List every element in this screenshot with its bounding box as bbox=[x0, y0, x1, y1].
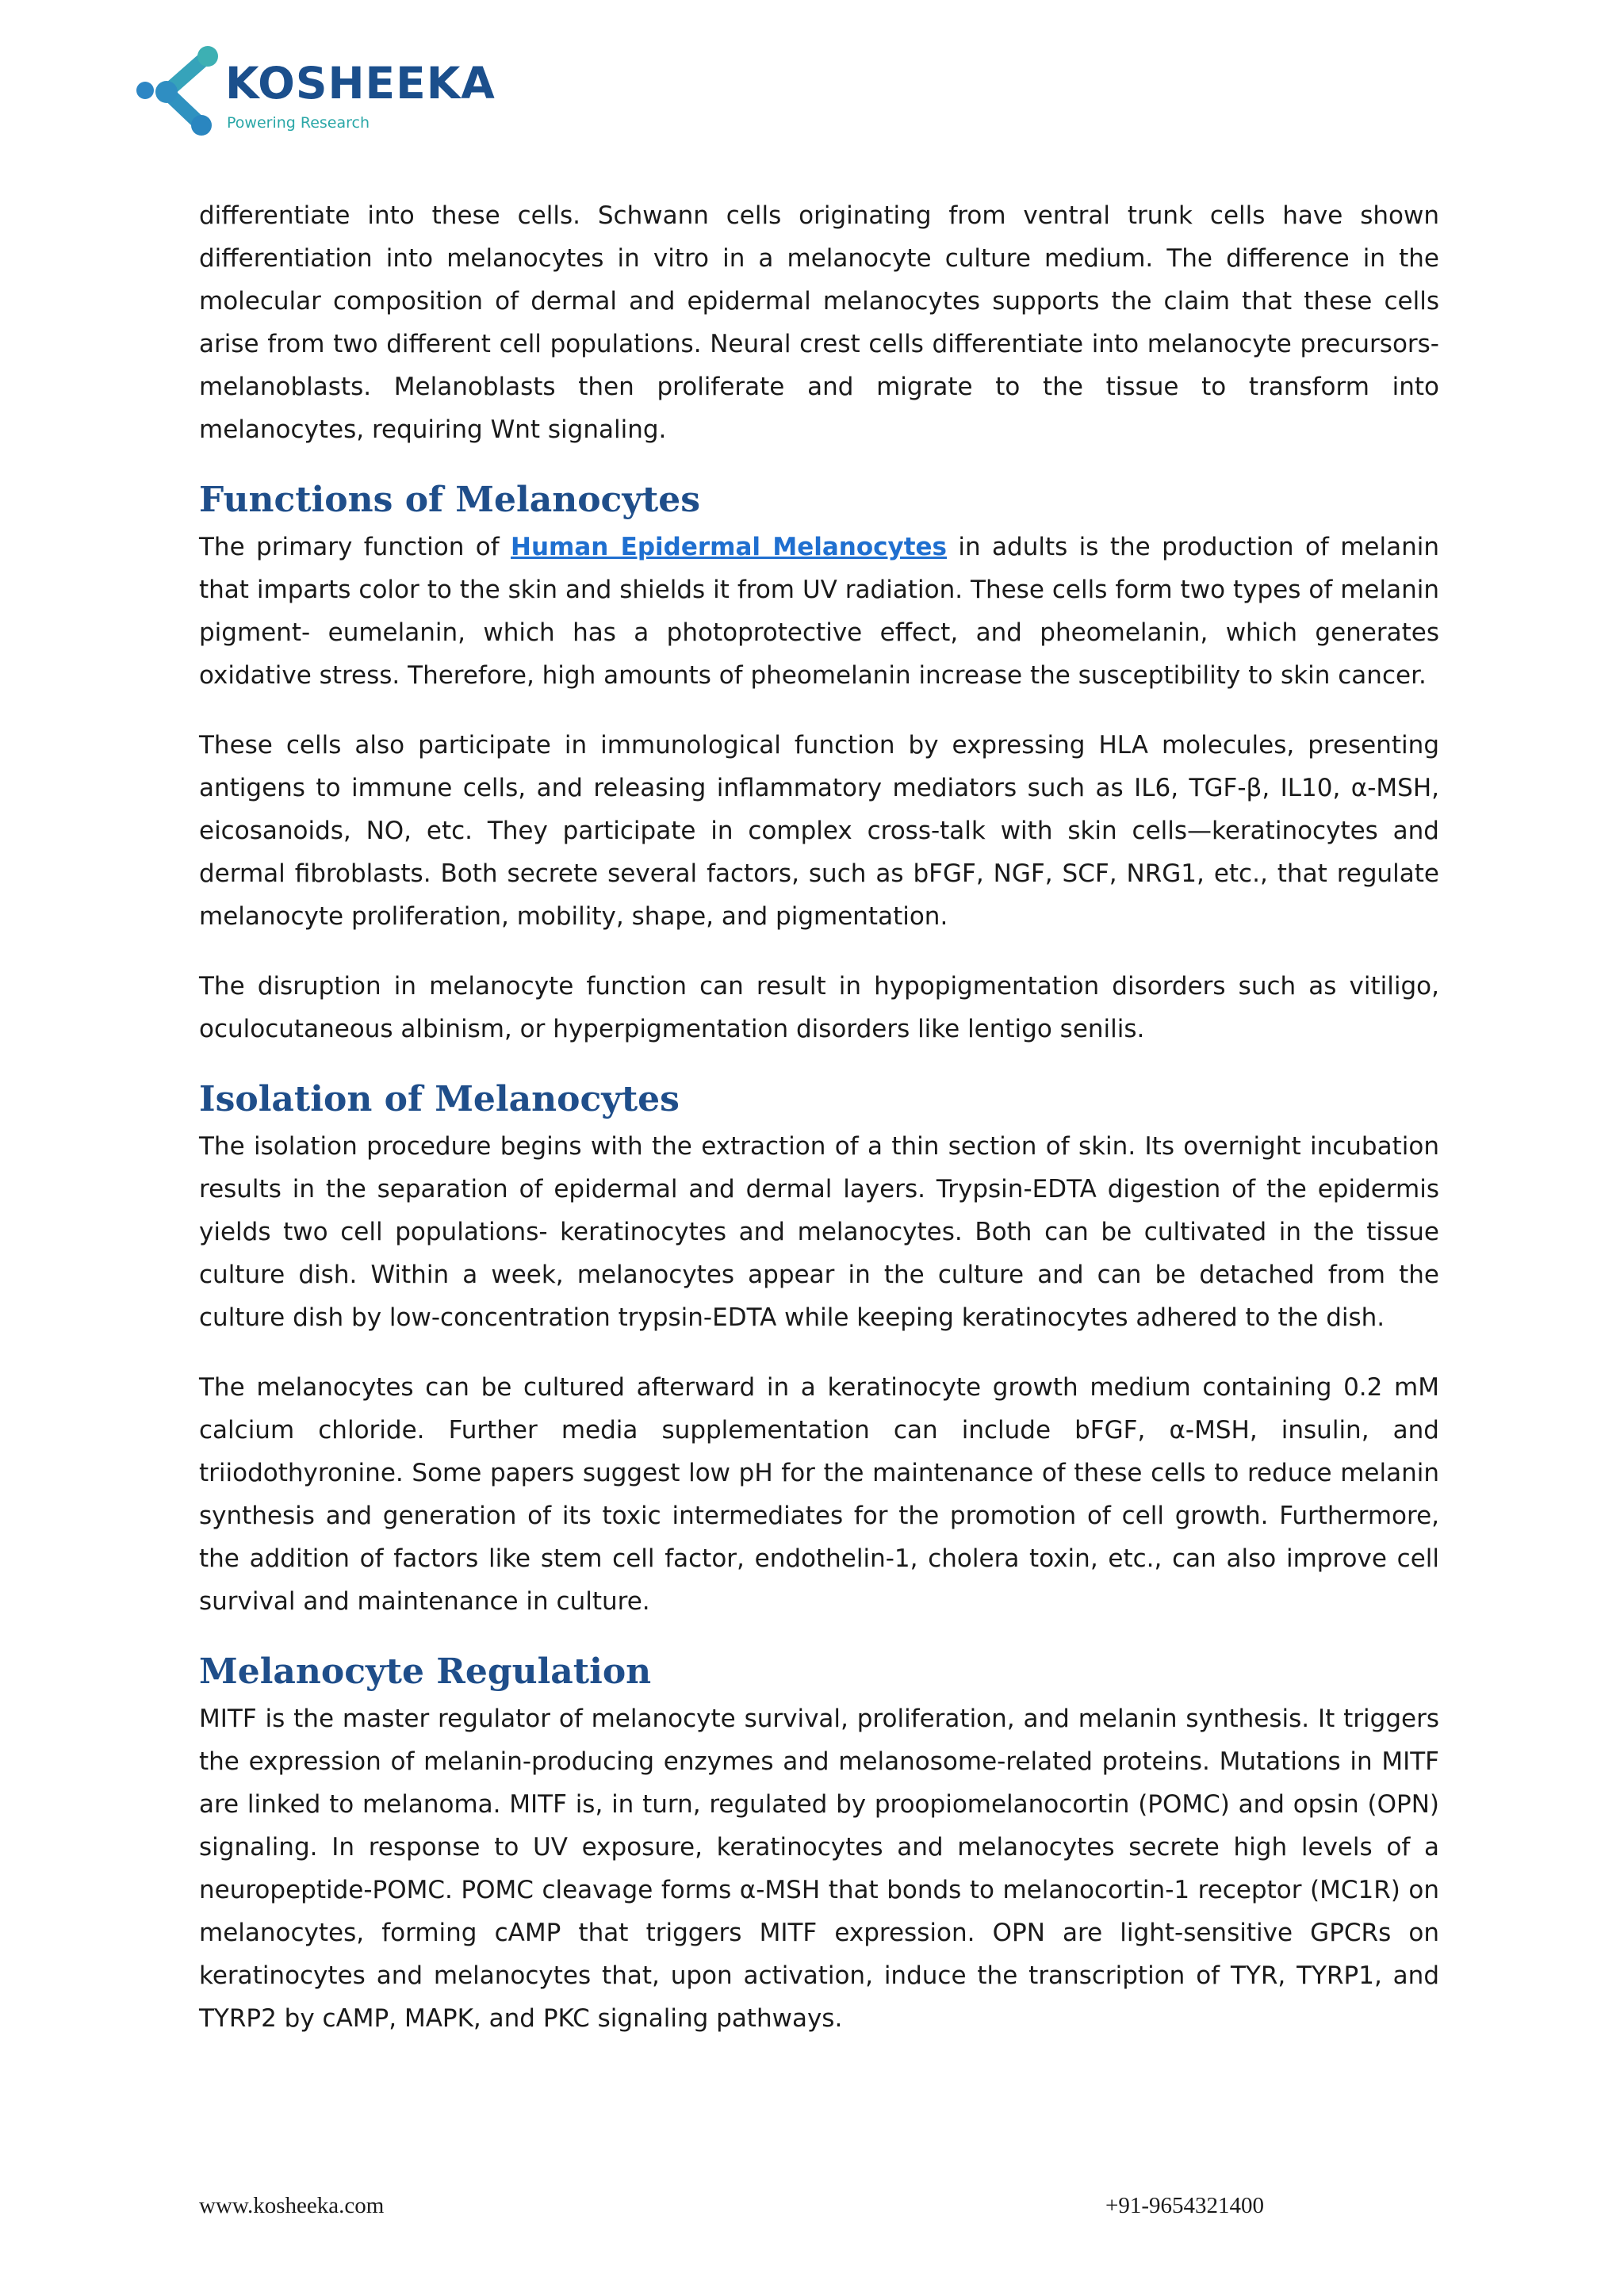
isolation-paragraph-1: The isolation procedure begins with the extraction of a thin section of skin. Its overnight incubation results in the separation of epidermal and dermal layers. Trypsin-EDTA digestion of the epidermis yields two cell populations- keratinocytes and melanocytes. Both can be cultivated in the tissue culture dish. Within a week, melanocytes appear in the culture and can be detached from the culture dish by low-concentration trypsin-EDTA while keeping keratinocytes adhered to the dish. bbox=[199, 1132, 1439, 1332]
brand-name: KOSHEEKA bbox=[225, 58, 496, 109]
human-epidermal-melanocytes-link[interactable]: Human Epidermal Melanocytes bbox=[511, 533, 948, 561]
brand-tagline: Powering Research bbox=[227, 114, 370, 132]
logo-mark-icon bbox=[132, 44, 227, 143]
footer-website-link[interactable]: www.kosheeka.com bbox=[199, 2193, 385, 2218]
brand-logo[interactable] bbox=[132, 44, 512, 143]
footer-phone: +91-9654321400 bbox=[1105, 2193, 1265, 2218]
article-body bbox=[199, 194, 1439, 2067]
functions-paragraph-2: These cells also participate in immunological function by expressing HLA molecules, presenting antigens to immune cells, and releasing inflammatory mediators such as IL6, TGF-β, IL10, α-MSH, eicosanoids, NO, etc. They participate in complex cross-talk with skin cells—keratinocytes and dermal fibroblasts. Both secrete several factors, such as bFGF, NGF, SCF, NRG1, etc., that regulate melanocyte proliferation, mobility, shape, and pigmentation. bbox=[199, 731, 1439, 931]
section-heading-functions: Functions of Melanocytes bbox=[199, 480, 701, 520]
functions-paragraph-3: The disruption in melanocyte function can result in hypopigmentation disorders such as vitiligo, oculocutaneous albinism, or hyperpigmentation disorders like lentigo senilis. bbox=[199, 972, 1439, 1043]
functions-paragraph-1 bbox=[199, 526, 1439, 697]
isolation-paragraph-2: The melanocytes can be cultured afterward in a keratinocyte growth medium containing 0.2 mM calcium chloride. Further media supplementation can include bFGF, α-MSH, insulin, and triiodothyronine. Some papers suggest low pH for the maintenance of these cells to reduce melanin synthesis and generation of its toxic intermediates for the promotion of cell growth. Furthermore, the addition of factors like stem cell factor, endothelin-1, cholera toxin, etc., can also improve cell survival and maintenance in culture. bbox=[199, 1373, 1439, 1616]
regulation-paragraph-1: MITF is the master regulator of melanocyte survival, proliferation, and melanin synthesis. It triggers the expression of melanin-producing enzymes and melanosome-related proteins. Mutations in MITF are linked to melanoma. MITF is, in turn, regulated by proopiomelanocortin (POMC) and opsin (OPN) signaling. In response to UV exposure, keratinocytes and melanocytes secrete high levels of a neuropeptide-POMC. POMC cleavage forms α-MSH that bonds to melanocortin-1 receptor (MC1R) on melanocytes, forming cAMP that triggers MITF expression. OPN are light-sensitive GPCRs on keratinocytes and melanocytes that, upon activation, induce the transcription of TYR, TYRP1, and TYRP2 by cAMP, MAPK, and PKC signaling pathways. bbox=[199, 1705, 1439, 2033]
intro-paragraph: differentiate into these cells. Schwann cells originating from ventral trunk cells have shown differentiation into melanocytes in vitro in a melanocyte culture medium. The difference in the molecular composition of dermal and epidermal melanocytes supports the claim that these cells arise from two different cell populations. Neural crest cells differentiate into melanocyte precursors-melanoblasts. Melanoblasts then proliferate and migrate to the tissue to transform into melanocytes, requiring Wnt signaling. bbox=[199, 201, 1439, 444]
section-heading-isolation: Isolation of Melanocytes bbox=[199, 1079, 680, 1119]
functions-p1-prefix: The primary function of bbox=[199, 533, 511, 561]
functions-p1-suffix: in adults is the production of melanin that imparts color to the skin and shields it from UV radiation. These cells form two types of melanin pigment- eumelanin, which has a photoprotective effect, and pheomelanin, which generates oxidative stress. Therefore, high amounts of pheomelanin increase the susceptibility to skin cancer. bbox=[199, 533, 1439, 690]
section-heading-regulation: Melanocyte Regulation bbox=[199, 1651, 652, 1692]
